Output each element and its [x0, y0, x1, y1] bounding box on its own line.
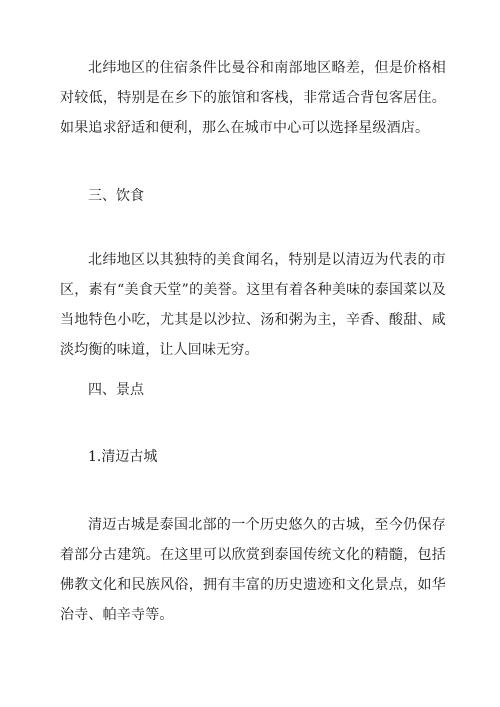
section-heading-sights: 四、景点 — [88, 382, 144, 398]
section-heading-food: 三、饮食 — [88, 188, 144, 204]
paragraph-old-city: 清迈古城是泰国北部的一个历史悠久的古城，至今仍保存着部分古建筑。在这里可以欣赏到泰国传统文化的精髓，包括佛教文化和民族风俗，拥有丰富的历史遗迹和文化景点，如华治寺、帕辛寺等。 — [60, 517, 446, 623]
paragraph-lodging: 北纬地区的住宿条件比曼谷和南部地区略差，但是价格相对较低，特别是在乡下的旅馆和客栈，非常适合背包客居住。如果追求舒适和便利，那么在城市中心可以选择星级酒店。 — [60, 60, 446, 136]
paragraph-food: 北纬地区以其独特的美食闻名，特别是以清迈为代表的市区，素有“美食天堂”的美誉。这里有着各种美味的泰国菜以及当地特色小吃，尤其是以沙拉、汤和粥为主，辛香、酸甜、咸淡均衡的味道，让人回味无穷。 — [60, 252, 446, 358]
subsection-heading-chiang-mai-old-city: 1.清迈古城 — [88, 449, 158, 465]
